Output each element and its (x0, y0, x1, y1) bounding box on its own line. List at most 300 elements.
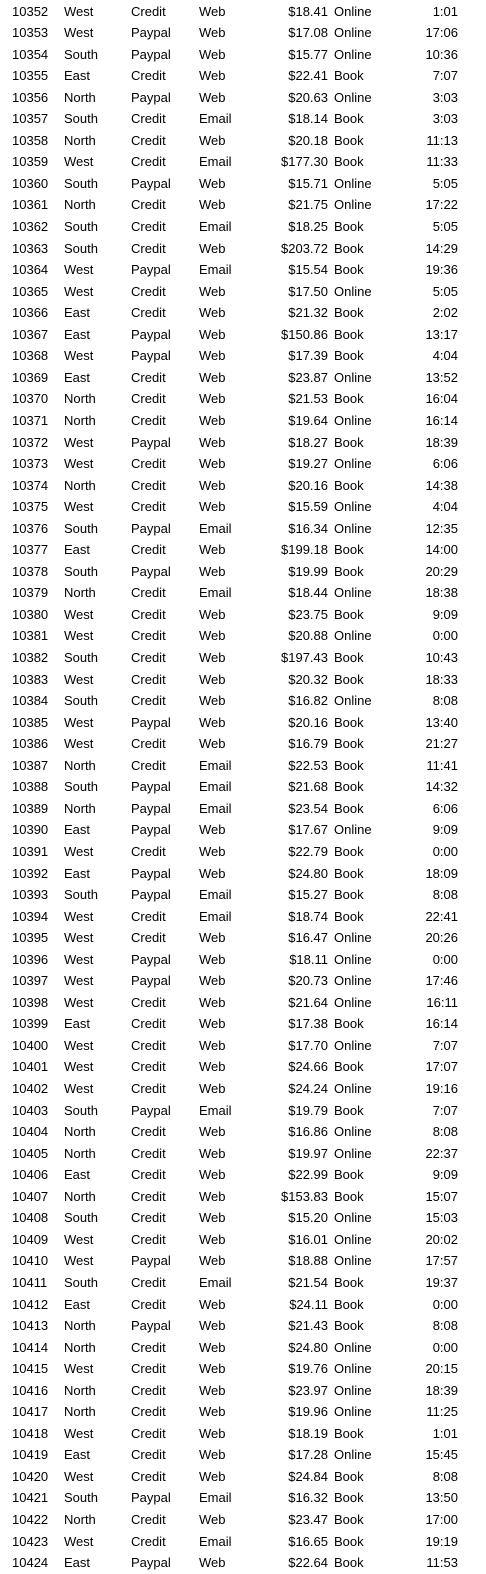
type-cell: Online (334, 1361, 372, 1377)
table-row (0, 647, 486, 669)
payment-cell: Credit (131, 1037, 166, 1053)
amount-cell: $22.79 (288, 843, 328, 859)
amount-cell: $197.43 (281, 650, 328, 665)
channel-cell: Web (199, 25, 226, 41)
type-cell: Book (334, 779, 364, 795)
payment-cell: Paypal (131, 46, 171, 62)
channel-cell: Web (199, 1361, 226, 1377)
region-cell: South (64, 175, 98, 191)
payment-cell: Credit (131, 154, 166, 170)
table-row (0, 432, 486, 454)
id-cell: 10409 (12, 1231, 49, 1247)
region-cell: East (64, 822, 91, 838)
type-cell: Book (334, 1318, 364, 1334)
table-row (0, 690, 486, 712)
id-cell: 10398 (12, 994, 49, 1010)
amount-cell: $22.99 (288, 1167, 328, 1183)
time-cell: 16:14 (425, 412, 458, 428)
region-cell: West (64, 930, 94, 946)
amount-cell: $18.25 (288, 219, 328, 234)
time-cell: 13:40 (425, 714, 458, 730)
id-cell: 10381 (12, 628, 49, 644)
id-cell: 10390 (12, 822, 49, 838)
amount-cell: $24.84 (288, 1468, 328, 1484)
id-cell: 10388 (12, 779, 49, 795)
payment-cell: Credit (131, 1425, 166, 1441)
region-cell: West (64, 25, 94, 41)
region-cell: East (64, 1167, 91, 1183)
region-cell: North (64, 800, 96, 816)
type-cell: Online (334, 1447, 372, 1463)
type-cell: Book (334, 305, 364, 321)
amount-cell: $18.27 (288, 434, 328, 450)
channel-cell: Web (199, 822, 226, 838)
type-cell: Online (334, 994, 372, 1010)
type-cell: Book (334, 650, 364, 665)
type-cell: Book (334, 434, 364, 450)
table-row (0, 216, 486, 238)
table-row (0, 259, 486, 281)
id-cell: 10375 (12, 499, 49, 515)
amount-cell: $20.63 (288, 89, 328, 105)
payment-cell: Paypal (131, 951, 171, 967)
amount-cell: $17.50 (288, 283, 328, 299)
id-cell: 10377 (12, 542, 49, 558)
amount-cell: $21.64 (288, 994, 328, 1010)
table-row (0, 1444, 486, 1466)
table-row (0, 1078, 486, 1100)
id-cell: 10408 (12, 1210, 49, 1226)
type-cell: Online (334, 585, 372, 601)
region-cell: South (64, 1102, 98, 1118)
type-cell: Online (334, 89, 372, 105)
id-cell: 10414 (12, 1339, 49, 1355)
time-cell: 8:08 (432, 1124, 458, 1140)
id-cell: 10415 (12, 1361, 49, 1377)
channel-cell: Email (199, 154, 232, 170)
time-cell: 12:35 (425, 520, 458, 536)
payment-cell: Credit (131, 412, 166, 428)
amount-cell: $21.43 (288, 1318, 328, 1334)
channel-cell: Web (199, 994, 226, 1010)
payment-cell: Credit (131, 628, 166, 644)
region-cell: East (64, 865, 91, 881)
table-row (0, 238, 486, 260)
type-cell: Online (334, 1037, 372, 1053)
time-cell: 8:08 (432, 1318, 458, 1334)
amount-cell: $19.27 (288, 456, 328, 472)
id-cell: 10358 (12, 132, 49, 148)
time-cell: 13:52 (425, 369, 458, 385)
table-row (0, 712, 486, 734)
amount-cell: $17.08 (288, 25, 328, 41)
payment-cell: Credit (131, 305, 166, 321)
table-row (0, 1056, 486, 1078)
type-cell: Book (334, 736, 364, 752)
type-cell: Book (334, 68, 364, 84)
amount-cell: $19.96 (288, 1404, 328, 1420)
time-cell: 1:01 (432, 3, 458, 19)
channel-cell: Web (199, 1059, 226, 1075)
id-cell: 10403 (12, 1102, 49, 1118)
time-cell: 9:09 (432, 606, 458, 622)
id-cell: 10406 (12, 1167, 49, 1183)
channel-cell: Web (199, 68, 226, 84)
channel-cell: Web (199, 843, 226, 859)
amount-cell: $23.97 (288, 1382, 328, 1398)
channel-cell: Web (199, 930, 226, 946)
type-cell: Book (334, 1555, 364, 1571)
payment-cell: Credit (131, 1361, 166, 1377)
id-cell: 10382 (12, 650, 49, 665)
channel-cell: Web (199, 434, 226, 450)
region-cell: East (64, 68, 91, 84)
amount-cell: $17.39 (288, 348, 328, 364)
type-cell: Book (334, 240, 364, 256)
amount-cell: $21.75 (288, 197, 328, 213)
table-row (0, 410, 486, 432)
type-cell: Online (334, 1382, 372, 1398)
payment-cell: Paypal (131, 25, 171, 41)
payment-cell: Paypal (131, 348, 171, 364)
table-row (0, 1229, 486, 1251)
id-cell: 10370 (12, 391, 49, 407)
table-row (0, 151, 486, 173)
id-cell: 10392 (12, 865, 49, 881)
id-cell: 10361 (12, 197, 49, 213)
id-cell: 10383 (12, 671, 49, 687)
payment-cell: Credit (131, 1081, 166, 1096)
id-cell: 10353 (12, 25, 49, 41)
amount-cell: $18.74 (288, 908, 328, 924)
channel-cell: Web (199, 1425, 226, 1441)
payment-cell: Paypal (131, 714, 171, 730)
type-cell: Book (334, 111, 364, 127)
type-cell: Book (334, 1468, 364, 1484)
payment-cell: Paypal (131, 1555, 171, 1571)
channel-cell: Web (199, 1253, 226, 1269)
table-row (0, 755, 486, 777)
payment-cell: Credit (131, 1167, 166, 1183)
region-cell: West (64, 736, 94, 752)
time-cell: 0:00 (432, 843, 458, 859)
amount-cell: $23.75 (288, 606, 328, 622)
region-cell: North (64, 1145, 96, 1161)
id-cell: 10387 (12, 757, 49, 773)
amount-cell: $24.66 (288, 1059, 328, 1075)
amount-cell: $20.88 (288, 628, 328, 644)
amount-cell: $20.16 (288, 714, 328, 730)
table-row (0, 1531, 486, 1553)
channel-cell: Web (199, 456, 226, 472)
channel-cell: Web (199, 736, 226, 752)
type-cell: Online (334, 520, 372, 536)
type-cell: Book (334, 1016, 364, 1032)
region-cell: East (64, 542, 91, 558)
payment-cell: Credit (131, 736, 166, 752)
type-cell: Book (334, 1512, 364, 1527)
table-row (0, 1423, 486, 1445)
table-row (0, 1207, 486, 1229)
time-cell: 22:37 (425, 1145, 458, 1161)
table-row (0, 582, 486, 604)
type-cell: Online (334, 46, 372, 62)
table-row (0, 1272, 486, 1294)
table-row (0, 1337, 486, 1359)
amount-cell: $19.97 (288, 1145, 328, 1161)
channel-cell: Web (199, 412, 226, 428)
type-cell: Book (334, 1102, 364, 1118)
time-cell: 8:08 (432, 693, 458, 709)
table-row (0, 194, 486, 216)
channel-cell: Web (199, 175, 226, 191)
payment-cell: Credit (131, 1274, 166, 1290)
id-cell: 10420 (12, 1468, 49, 1484)
time-cell: 3:03 (432, 111, 458, 127)
region-cell: West (64, 3, 94, 19)
region-cell: North (64, 412, 96, 428)
amount-cell: $21.68 (288, 779, 328, 795)
region-cell: South (64, 240, 98, 256)
channel-cell: Web (199, 1231, 226, 1247)
channel-cell: Web (199, 1210, 226, 1226)
region-cell: North (64, 1512, 96, 1527)
table-row (0, 949, 486, 971)
table-row (0, 1143, 486, 1165)
type-cell: Book (334, 219, 364, 234)
id-cell: 10359 (12, 154, 49, 170)
time-cell: 16:11 (426, 994, 458, 1010)
payment-cell: Paypal (131, 89, 171, 105)
id-cell: 10386 (12, 736, 49, 752)
payment-cell: Credit (131, 757, 166, 773)
channel-cell: Web (199, 1512, 226, 1527)
time-cell: 18:39 (425, 434, 458, 450)
id-cell: 10411 (12, 1274, 48, 1290)
type-cell: Online (334, 456, 372, 472)
channel-cell: Email (199, 1274, 232, 1290)
amount-cell: $17.38 (288, 1016, 328, 1032)
channel-cell: Web (199, 1468, 226, 1484)
time-cell: 14:32 (425, 779, 458, 795)
region-cell: West (64, 973, 94, 989)
time-cell: 8:08 (432, 1468, 458, 1484)
time-cell: 17:00 (425, 1512, 458, 1527)
table-row (0, 1035, 486, 1057)
time-cell: 20:15 (425, 1361, 458, 1377)
type-cell: Online (334, 175, 372, 191)
table-row (0, 1380, 486, 1402)
region-cell: North (64, 1404, 96, 1420)
time-cell: 13:50 (425, 1490, 458, 1506)
region-cell: West (64, 283, 94, 299)
amount-cell: $22.53 (288, 757, 328, 773)
time-cell: 15:07 (425, 1188, 458, 1204)
id-cell: 10421 (12, 1490, 49, 1506)
id-cell: 10393 (12, 887, 49, 903)
time-cell: 16:04 (425, 391, 458, 407)
amount-cell: $15.27 (288, 887, 328, 903)
time-cell: 7:07 (432, 68, 458, 84)
id-cell: 10394 (12, 908, 49, 924)
id-cell: 10419 (12, 1447, 49, 1463)
amount-cell: $16.65 (288, 1533, 328, 1549)
channel-cell: Web (199, 973, 226, 989)
region-cell: West (64, 714, 94, 730)
amount-cell: $18.11 (289, 951, 328, 967)
amount-cell: $24.80 (288, 1339, 328, 1355)
payment-cell: Credit (131, 606, 166, 622)
time-cell: 13:17 (425, 326, 458, 342)
channel-cell: Web (199, 1404, 226, 1420)
time-cell: 4:04 (432, 499, 458, 515)
channel-cell: Email (199, 1533, 232, 1549)
type-cell: Book (334, 671, 364, 687)
channel-cell: Web (199, 1555, 226, 1571)
region-cell: South (64, 779, 98, 795)
amount-cell: $177.30 (281, 154, 328, 170)
payment-cell: Credit (131, 1231, 166, 1247)
payment-cell: Credit (131, 456, 166, 472)
channel-cell: Web (199, 1016, 226, 1032)
region-cell: West (64, 951, 94, 967)
amount-cell: $19.79 (288, 1102, 328, 1118)
table-row (0, 625, 486, 647)
table-row (0, 1466, 486, 1488)
time-cell: 0:00 (432, 1339, 458, 1355)
id-cell: 10423 (12, 1533, 49, 1549)
payment-cell: Credit (131, 1188, 166, 1204)
type-cell: Book (334, 563, 364, 579)
amount-cell: $17.70 (288, 1037, 328, 1053)
payment-cell: Credit (131, 68, 166, 84)
id-cell: 10395 (12, 930, 49, 946)
table-row (0, 992, 486, 1014)
type-cell: Online (334, 1253, 372, 1269)
table-row (0, 518, 486, 540)
region-cell: South (64, 1274, 98, 1290)
payment-cell: Paypal (131, 1253, 171, 1269)
payment-cell: Paypal (131, 800, 171, 816)
table-row (0, 1250, 486, 1272)
region-cell: North (64, 477, 96, 493)
region-cell: West (64, 1037, 94, 1053)
time-cell: 14:00 (425, 542, 458, 558)
time-cell: 18:33 (425, 671, 458, 687)
region-cell: West (64, 499, 94, 515)
table-row (0, 281, 486, 303)
id-cell: 10389 (12, 800, 49, 816)
table-row (0, 1487, 486, 1509)
amount-cell: $24.80 (288, 865, 328, 881)
channel-cell: Web (199, 197, 226, 213)
amount-cell: $15.20 (288, 1210, 328, 1226)
region-cell: North (64, 89, 96, 105)
region-cell: West (64, 456, 94, 472)
table-row (0, 302, 486, 324)
region-cell: South (64, 111, 98, 127)
channel-cell: Web (199, 1081, 226, 1096)
time-cell: 11:13 (426, 132, 458, 148)
amount-cell: $24.11 (289, 1296, 328, 1312)
id-cell: 10365 (12, 283, 49, 299)
time-cell: 4:04 (432, 348, 458, 364)
time-cell: 17:46 (425, 973, 458, 989)
id-cell: 10407 (12, 1188, 49, 1204)
region-cell: South (64, 1490, 98, 1506)
payment-cell: Paypal (131, 434, 171, 450)
table-row (0, 561, 486, 583)
channel-cell: Web (199, 951, 226, 967)
channel-cell: Web (199, 3, 226, 19)
payment-cell: Paypal (131, 1490, 171, 1506)
channel-cell: Web (199, 1382, 226, 1398)
time-cell: 15:45 (425, 1447, 458, 1463)
time-cell: 1:01 (432, 1425, 458, 1441)
time-cell: 18:09 (425, 865, 458, 881)
id-cell: 10405 (12, 1145, 49, 1161)
type-cell: Book (334, 154, 364, 170)
table-row (0, 1121, 486, 1143)
type-cell: Book (334, 1274, 364, 1290)
region-cell: South (64, 693, 98, 709)
amount-cell: $16.47 (288, 930, 328, 946)
channel-cell: Email (199, 219, 232, 234)
payment-cell: Credit (131, 499, 166, 515)
amount-cell: $150.86 (281, 326, 328, 342)
type-cell: Online (334, 951, 372, 967)
id-cell: 10400 (12, 1037, 49, 1053)
type-cell: Online (334, 197, 372, 213)
amount-cell: $153.83 (281, 1188, 328, 1204)
time-cell: 2:02 (432, 305, 458, 321)
channel-cell: Web (199, 1447, 226, 1463)
type-cell: Book (334, 132, 364, 148)
id-cell: 10354 (12, 46, 49, 62)
id-cell: 10374 (12, 477, 49, 493)
id-cell: 10369 (12, 369, 49, 385)
region-cell: North (64, 132, 96, 148)
id-cell: 10380 (12, 606, 49, 622)
time-cell: 5:05 (432, 175, 458, 191)
payment-cell: Paypal (131, 822, 171, 838)
payment-cell: Credit (131, 283, 166, 299)
time-cell: 6:06 (432, 800, 458, 816)
amount-cell: $15.59 (288, 499, 328, 515)
amount-cell: $22.41 (288, 68, 328, 84)
table-row (0, 798, 486, 820)
id-cell: 10416 (12, 1382, 49, 1398)
amount-cell: $24.24 (288, 1081, 328, 1096)
table-row (0, 367, 486, 389)
id-cell: 10391 (12, 843, 49, 859)
type-cell: Book (334, 391, 364, 407)
region-cell: West (64, 843, 94, 859)
region-cell: West (64, 1533, 94, 1549)
table-row (0, 1164, 486, 1186)
region-cell: East (64, 1555, 91, 1571)
table-row (0, 604, 486, 626)
region-cell: East (64, 305, 91, 321)
region-cell: West (64, 1081, 94, 1096)
payment-cell: Credit (131, 542, 166, 558)
region-cell: West (64, 628, 94, 644)
amount-cell: $199.18 (281, 542, 328, 558)
time-cell: 19:37 (425, 1274, 458, 1290)
payment-cell: Credit (131, 650, 166, 665)
time-cell: 17:22 (425, 197, 458, 213)
id-cell: 10412 (12, 1296, 49, 1312)
